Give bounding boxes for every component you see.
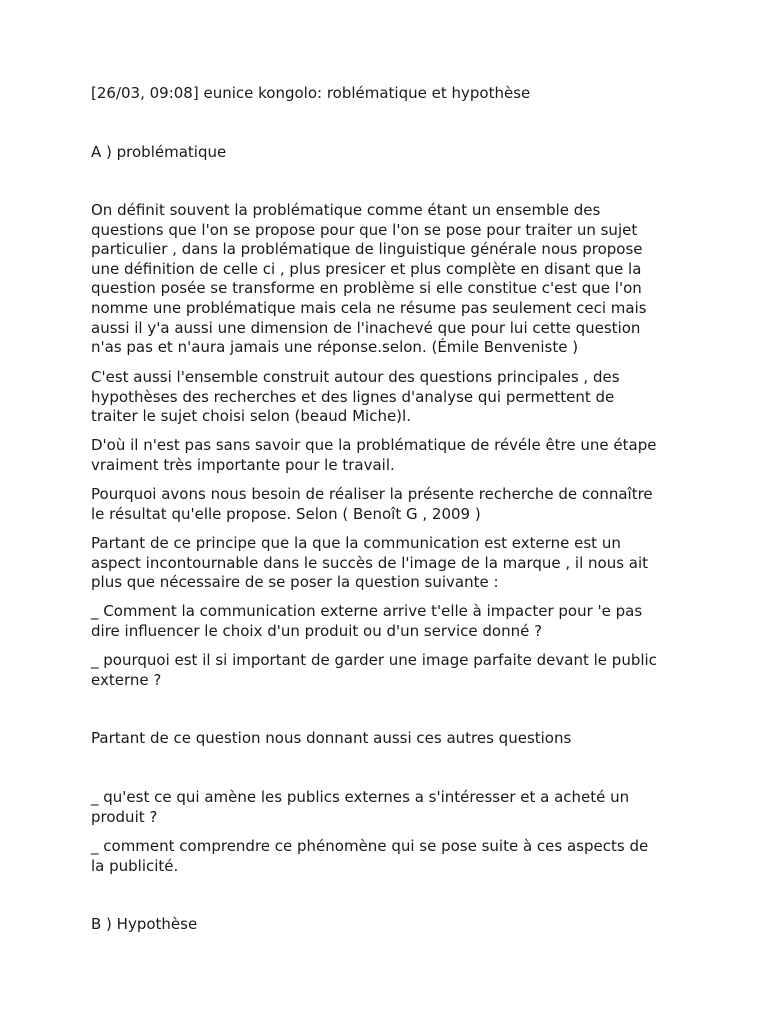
question-item: _ comment comprendre ce phénomène qui se pose suite à ces aspects de la publicité. — [91, 837, 649, 875]
section-b-title: B ) Hypothèse — [91, 915, 198, 933]
paragraph-ensemble: C'est aussi l'ensemble construit autour des questions principales , des hypothèses des recherches et des lignes d'analyse qui permettent de traiter le sujet choisi selon (beaud Miche)l. — [91, 368, 620, 426]
paragraph-principe: Partant de ce principe que la que la communication est externe est un aspect incontournable dans le succès de l'image de la marque , il nous ait plus que nécessaire de se poser la question suivante : — [91, 534, 649, 592]
question-item: _ pourquoi est il si important de garder une image parfaite devant le public externe ? — [91, 651, 657, 689]
question-item: _ Comment la communication externe arrive t'elle à impacter pour 'e pas dire influencer le choix d'un produit ou d'un service donné ? — [91, 602, 643, 640]
paragraph-importance: D'où il n'est pas sans savoir que la problématique de révéle être une étape vraiment très importante pour le travail. — [91, 436, 657, 474]
paragraph-pourquoi: Pourquoi avons nous besoin de réaliser la présente recherche de connaître le résultat qu'elle propose. Selon ( Benoît G , 2009 ) — [91, 485, 653, 523]
paragraph-definition: On définit souvent la problématique comme étant un ensemble des questions que l'on se propose pour que l'on se pose pour traiter un sujet particulier , dans la problématique de linguistique générale nous propose une définition de celle ci , plus presicer et plus complète en disant que la question posée se transforme en problème si elle constitue c'est que l'on nomme une problématique mais cela ne résume pas seulement ceci mais aussi il y'a aussi une dimension de l'inachevé que pour lui cette question n'as pas et n'aura jamais une réponse.selon. (Émile Benveniste ) — [91, 201, 647, 357]
message-header: [26/03, 09:08] eunice kongolo: roblématique et hypothèse — [91, 84, 531, 102]
question-item: _ qu'est ce qui amène les publics externes a s'intéresser et a acheté un produit ? — [91, 788, 630, 826]
paragraph-autres-questions: Partant de ce question nous donnant aussi ces autres questions — [91, 729, 572, 747]
section-a-title: A ) problématique — [91, 143, 227, 161]
